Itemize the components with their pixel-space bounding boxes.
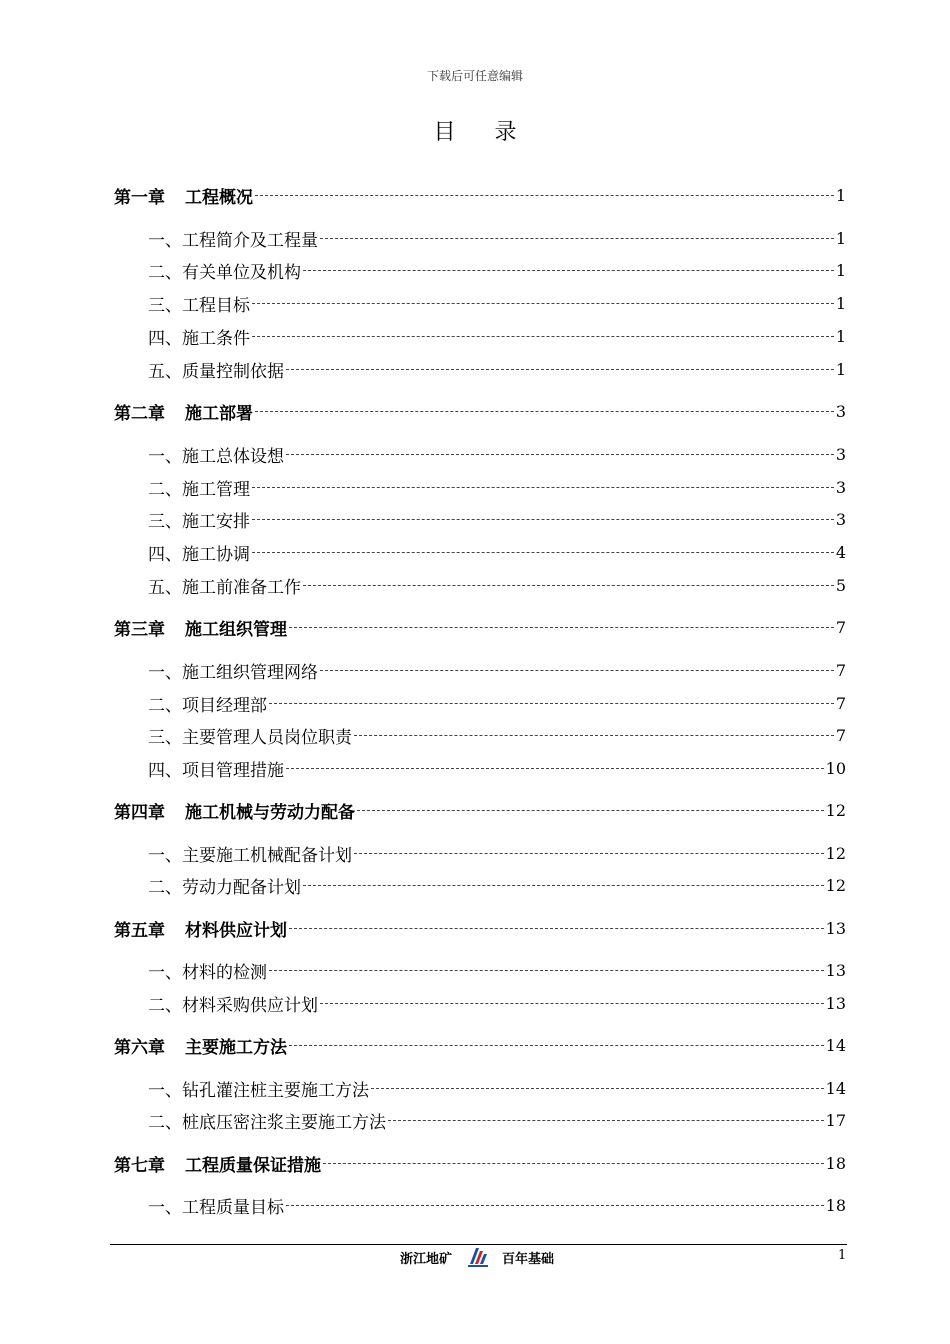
- toc-entry-text: 施工机械与劳动力配备: [185, 802, 355, 823]
- toc-page-number: 18: [825, 1153, 846, 1173]
- toc-entry-text: 主要施工方法: [185, 1037, 287, 1058]
- toc-entry-text: 工程质量保证措施: [185, 1155, 321, 1176]
- toc-section-entry[interactable]: [0, 442, 950, 466]
- toc-page-number: 12: [825, 843, 846, 863]
- toc-entry-label: [148, 1076, 369, 1101]
- toc-entry-text: 二、桩底压密注浆主要施工方法: [148, 1112, 386, 1133]
- dot-leader: [303, 585, 834, 586]
- toc-entry-label: [148, 691, 267, 716]
- toc-section-entry[interactable]: [0, 475, 950, 499]
- toc-entry-text: 四、项目管理措施: [148, 760, 284, 781]
- dot-leader: [255, 195, 834, 196]
- header-note: 下载后可任意编辑: [426, 69, 523, 83]
- dot-leader: [286, 454, 834, 455]
- toc-section-entry[interactable]: [0, 540, 950, 564]
- toc-entry-text: 二、施工管理: [148, 479, 250, 500]
- toc-entry-text: 工程概况: [185, 187, 253, 208]
- toc-entry-text: 二、有关单位及机构: [148, 262, 301, 283]
- toc-entry-text: 四、施工协调: [148, 544, 250, 565]
- toc-section-entry[interactable]: [0, 658, 950, 682]
- toc-section-entry[interactable]: [0, 756, 950, 780]
- toc-entry-text: 一、施工总体设想: [148, 446, 284, 467]
- toc-entry-label: [148, 258, 301, 283]
- dot-leader: [289, 1045, 824, 1046]
- dot-leader: [320, 238, 834, 239]
- toc-entry-text: 五、施工前准备工作: [148, 577, 301, 598]
- dot-leader: [286, 768, 824, 769]
- toc-entry-text: 四、施工条件: [148, 328, 250, 349]
- chapter-number: 第四章: [114, 802, 165, 823]
- toc-page-number: 1: [835, 260, 846, 280]
- toc-section-entry[interactable]: [0, 1076, 950, 1100]
- toc-chapter-entry[interactable]: [0, 798, 950, 822]
- dot-leader: [252, 303, 834, 304]
- toc-page-number: 12: [825, 800, 846, 820]
- toc-entry-label: [148, 324, 250, 349]
- toc-page-number: 3: [835, 509, 846, 529]
- dot-leader: [252, 336, 834, 337]
- footer-page-number: 1: [838, 1248, 847, 1263]
- toc-section-entry[interactable]: [0, 324, 950, 348]
- toc-entry-label: [148, 291, 250, 316]
- toc-entry-text: 二、劳动力配备计划: [148, 877, 301, 898]
- toc-page-number: 13: [825, 960, 846, 980]
- toc-section-entry[interactable]: [0, 958, 950, 982]
- toc-page-number: 7: [835, 725, 846, 745]
- toc-entry-text: 一、工程质量目标: [148, 1197, 284, 1218]
- toc-entry-text: 二、材料采购供应计划: [148, 995, 318, 1016]
- toc-page-number: 12: [825, 875, 846, 895]
- toc-page-number: 17: [825, 1110, 846, 1130]
- toc-section-entry[interactable]: [0, 573, 950, 597]
- chapter-number: 第五章: [114, 920, 165, 941]
- toc-entry-label: [148, 573, 301, 598]
- chapter-number: 第六章: [114, 1037, 165, 1058]
- toc-entry-label: [148, 540, 250, 565]
- dot-leader: [269, 970, 824, 971]
- toc-page-number: 13: [825, 993, 846, 1013]
- toc-entry-label: [148, 723, 352, 748]
- toc-entry-label: [148, 873, 301, 898]
- toc-entry-text: 一、钻孔灌注桩主要施工方法: [148, 1080, 369, 1101]
- page-title: 目 录: [433, 120, 533, 145]
- toc-entry-label: [148, 841, 352, 866]
- toc-entry-label: [148, 442, 284, 467]
- toc-entry-text: 三、工程目标: [148, 295, 250, 316]
- toc-section-entry[interactable]: [0, 841, 950, 865]
- toc-section-entry[interactable]: [0, 291, 950, 315]
- toc-chapter-entry[interactable]: [0, 1151, 950, 1175]
- toc-entry-label: [148, 958, 267, 983]
- toc-entry-text: 一、材料的检测: [148, 962, 267, 983]
- footer: [0, 1248, 950, 1268]
- chapter-number: 第一章: [114, 187, 165, 208]
- toc-section-entry[interactable]: [0, 507, 950, 531]
- dot-leader: [286, 1205, 824, 1206]
- dot-leader: [289, 627, 834, 628]
- toc-entry-label: [114, 798, 355, 823]
- toc-section-entry[interactable]: [0, 691, 950, 715]
- toc-section-entry[interactable]: [0, 1108, 950, 1132]
- chapter-number: 第二章: [114, 403, 165, 424]
- toc-page-number: 3: [835, 401, 846, 421]
- toc-page-number: 1: [835, 228, 846, 248]
- toc-page-number: 4: [835, 542, 846, 562]
- dot-leader: [286, 369, 834, 370]
- toc-entry-text: 一、主要施工机械配备计划: [148, 845, 352, 866]
- toc-page-number: 1: [835, 359, 846, 379]
- toc-entry-label: [148, 991, 318, 1016]
- toc-chapter-entry[interactable]: [0, 399, 950, 423]
- toc-page-number: 1: [835, 185, 846, 205]
- toc-entry-text: 三、主要管理人员岗位职责: [148, 727, 352, 748]
- toc-page-number: 1: [835, 326, 846, 346]
- footer-divider: [110, 1244, 847, 1245]
- toc-page-number: 7: [835, 617, 846, 637]
- dot-leader: [252, 519, 834, 520]
- toc-page-number: 18: [825, 1195, 846, 1215]
- toc-entry-label: [148, 226, 318, 251]
- toc-page-number: 7: [835, 693, 846, 713]
- dot-leader: [252, 487, 834, 488]
- dot-leader: [371, 1088, 824, 1089]
- toc-entry-text: 施工部署: [185, 403, 253, 424]
- dot-leader: [323, 1163, 824, 1164]
- toc-page-number: 5: [835, 575, 846, 595]
- toc-entry-text: 五、质量控制依据: [148, 361, 284, 382]
- dot-leader: [388, 1120, 824, 1121]
- toc-chapter-entry[interactable]: [0, 916, 950, 940]
- toc-page-number: 1: [835, 293, 846, 313]
- toc-page-number: 13: [825, 918, 846, 938]
- toc-entry-label: [148, 475, 250, 500]
- toc-section-entry[interactable]: [0, 226, 950, 250]
- toc-entry-label: [148, 756, 284, 781]
- dot-leader: [320, 670, 834, 671]
- toc-entry-label: [148, 1193, 284, 1218]
- toc-entry-label: [148, 507, 250, 532]
- toc-entry-text: 三、施工安排: [148, 511, 250, 532]
- toc-page-number: 10: [825, 758, 846, 778]
- toc-entry-text: 施工组织管理: [185, 619, 287, 640]
- dot-leader: [357, 810, 824, 811]
- toc-entry-text: 材料供应计划: [185, 920, 287, 941]
- toc-page-number: 14: [825, 1078, 846, 1098]
- zhejiang-dikuang-logo-icon: [464, 1246, 492, 1268]
- toc-entry-label: [114, 615, 287, 640]
- toc-section-entry[interactable]: [0, 357, 950, 381]
- chapter-number: 第七章: [114, 1155, 165, 1176]
- toc-page-number: 7: [835, 660, 846, 680]
- dot-leader: [303, 885, 824, 886]
- dot-leader: [354, 853, 824, 854]
- dot-leader: [289, 928, 824, 929]
- dot-leader: [320, 1003, 824, 1004]
- toc-entry-text: 一、施工组织管理网络: [148, 662, 318, 683]
- toc-entry-label: [114, 916, 287, 941]
- toc-entry-label: [148, 1108, 386, 1133]
- toc-page-number: 3: [835, 477, 846, 497]
- toc-chapter-entry[interactable]: [0, 1033, 950, 1057]
- toc-entry-label: [148, 357, 284, 382]
- dot-leader: [303, 270, 834, 271]
- toc-chapter-entry[interactable]: [0, 183, 950, 207]
- toc-entry-text: 二、项目经理部: [148, 695, 267, 716]
- toc-entry-label: [114, 1151, 321, 1176]
- toc-section-entry[interactable]: [0, 258, 950, 282]
- toc-section-entry[interactable]: [0, 723, 950, 747]
- toc-page-number: 3: [835, 444, 846, 464]
- toc-page-number: 14: [825, 1035, 846, 1055]
- toc-section-entry[interactable]: [0, 873, 950, 897]
- dot-leader: [269, 703, 834, 704]
- toc-chapter-entry[interactable]: [0, 615, 950, 639]
- toc-entry-text: 一、工程简介及工程量: [148, 230, 318, 251]
- toc-entry-label: [114, 399, 253, 424]
- footer-company: 浙江地矿: [400, 1252, 453, 1267]
- toc-entry-label: [114, 1033, 287, 1058]
- toc-entry-label: [148, 658, 318, 683]
- chapter-number: 第三章: [114, 619, 165, 640]
- toc-section-entry[interactable]: [0, 991, 950, 1015]
- dot-leader: [255, 411, 834, 412]
- footer-slogan: 百年基础: [502, 1252, 555, 1267]
- toc-section-entry[interactable]: [0, 1193, 950, 1217]
- dot-leader: [354, 735, 834, 736]
- toc-entry-label: [114, 183, 253, 208]
- dot-leader: [252, 552, 834, 553]
